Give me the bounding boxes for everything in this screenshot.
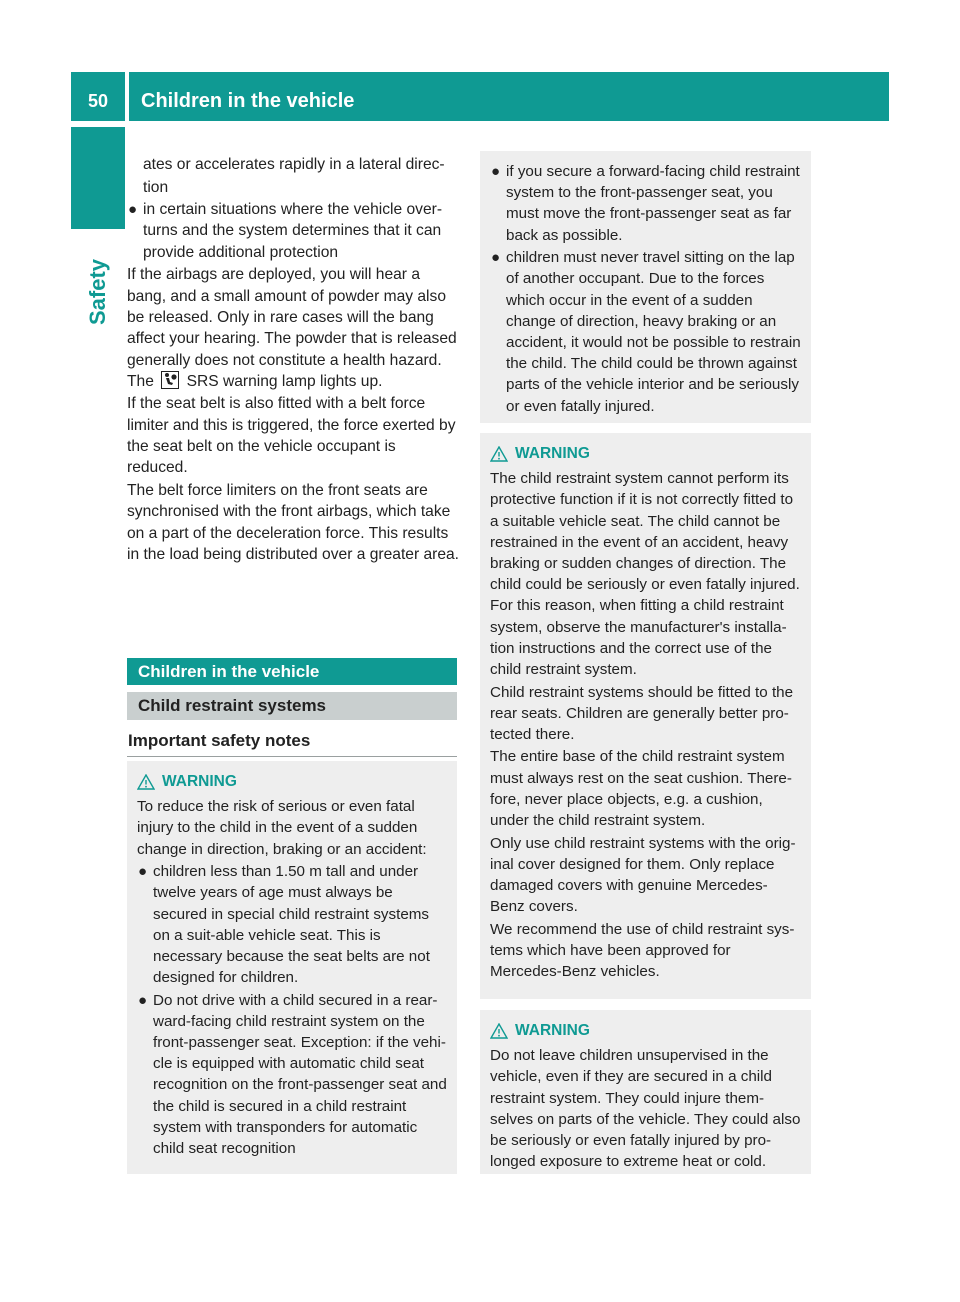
warning-box [480, 1010, 811, 1174]
warning-label: WARNING [515, 445, 590, 462]
continued-line: ates or accelerates rapidly in a lateral direc- [143, 156, 445, 173]
subsection-heading: Child restraint systems [138, 696, 327, 715]
warning-header [490, 1020, 801, 1041]
page-number: 50 [87, 91, 109, 111]
list-item: ● children must never travel sitting on the lap of another occupant. Due to the forces which occur in the event of a sudden change of direction, heavy braking or an accident, it would not be possible to restrain the child. The child could be thrown against parts of the vehicle interior and be seriously or even fatally injured. [491, 249, 801, 415]
warning-header [137, 771, 447, 792]
paragraph: The child restraint system cannot perform its protective function if it is not correctly fitted to a suitable vehicle seat. The child cannot be restrained in the event of an accident, heavy braking or sudden changes of direction. The child could be seriously or even fatally injured. For this reason, when fitting a child restraint system, observe the manufacturer's installa-tion instructions and the correct use of the child restraint system. [490, 470, 800, 679]
bullet-icon: ● [138, 991, 148, 1009]
subsection-heading-bar [127, 692, 457, 720]
paragraph: Do not leave children unsupervised in the vehicle, even if they are secured in a child restraint system. They could injure them-selves on parts of the vehicle. They could also be seriously or even fatally injured by pro-longed exposure to extreme heat or cold. [490, 1047, 801, 1171]
chapter-header [129, 72, 889, 121]
paragraph: If the airbags are deployed, you will hear a bang, and a small amount of powder may also be released. Only in rare cases will the bang affect your hearing. The powder that is released generally does not constitute a health hazard. The SRS warning lamp lights up. [127, 266, 457, 390]
chapter-title: Children in the vehicle [141, 90, 355, 112]
continued-line: tion [143, 178, 169, 196]
paragraph: Only use child restraint systems with the orig-inal cover designed for them. Only replace damaged covers with genuine Mercedes-Benz covers. [490, 834, 796, 916]
list-item: ● Do not drive with a child secured in a rear-ward-facing child restraint system on the front-passenger seat. Exception: if the vehi-cle is equipped with automatic child seat recognition on the front-passenger seat and the child is secured in a child restraint system with transponders for automatic child seat recognition [138, 991, 447, 1158]
bullet-icon: ● [491, 163, 501, 180]
list-item: ● in certain situations where the vehicle over-turns and the system determines that it can provide additional protection [128, 201, 443, 261]
heading-divider [127, 756, 457, 757]
warning-label: WARNING [162, 773, 237, 790]
list-item: ● if you secure a forward-facing child restraint system to the front-passenger seat, you must move the front-passenger seat as far back as possible. [491, 163, 800, 244]
paragraph: The entire base of the child restraint system must always rest on the seat cushion. There-fore, never place objects, e.g. a cushion, under the child restraint system. [490, 748, 792, 830]
warning-header [490, 443, 801, 464]
paragraph: If the seat belt is also fitted with a belt force limiter and this is triggered, the force exerted by the seat belt on the vehicle occupant is reduced. [127, 395, 456, 477]
left-column-text [127, 154, 459, 566]
section-heading-bar [127, 658, 457, 685]
warning-triangle-icon [490, 446, 508, 462]
bullet-icon: ● [128, 201, 138, 219]
bullet-icon: ● [491, 249, 501, 267]
page-number-box [71, 72, 125, 121]
warning-box [480, 433, 811, 999]
warning-intro: To reduce the risk of serious or even fatal injury to the child in the event of a sudden change in direction, braking or an accident: [137, 798, 427, 858]
side-section-label: Safety [85, 258, 110, 326]
warning-triangle-icon [490, 1023, 508, 1039]
paragraph: Child restraint systems should be fitted to the rear seats. Children are generally better pro-tected there. [490, 683, 794, 743]
section-heading: Children in the vehicle [138, 662, 320, 681]
paragraph: We recommend the use of child restraint sys-tems which have been approved for Mercedes-Benz vehicles. [490, 920, 795, 981]
srs-airbag-warning-icon [161, 371, 179, 389]
subsubsection-heading: Important safety notes [128, 731, 311, 750]
warning-continuation-box [480, 151, 811, 423]
paragraph: The belt force limiters on the front seats are synchronised with the front airbags, which take on a part of the deceleration force. This results in the load being distributed over a greater area. [127, 481, 460, 563]
warning-label: WARNING [515, 1022, 590, 1039]
list-item: ● children less than 1.50 m tall and under twelve years of age must always be secured in special child restraint systems on a suit-able vehicle seat. This is necessary because the seat belts are not designed for children. [138, 863, 430, 987]
side-tab-marker [71, 127, 125, 229]
warning-box [127, 761, 457, 1174]
warning-triangle-icon [137, 774, 155, 790]
bullet-icon: ● [138, 863, 148, 881]
